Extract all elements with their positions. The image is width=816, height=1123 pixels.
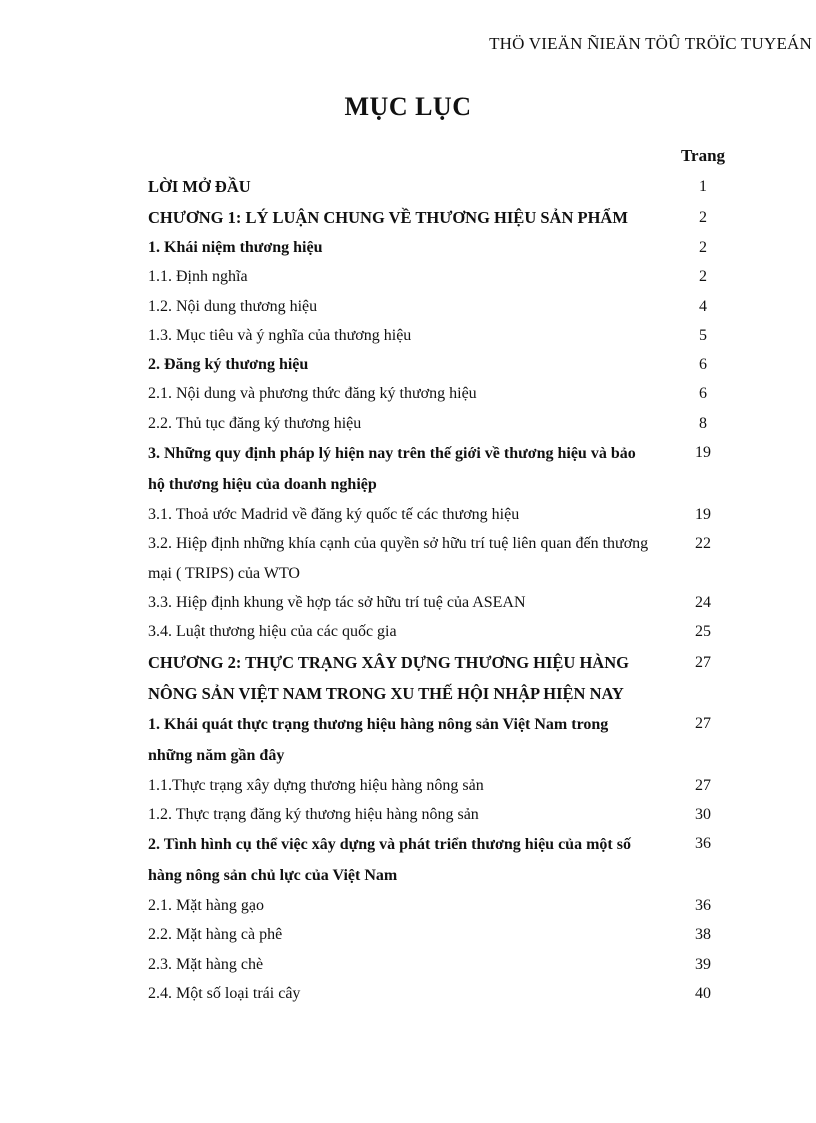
toc-entry-page: 6 bbox=[699, 385, 707, 403]
toc-entry[interactable] bbox=[148, 233, 738, 262]
toc-entry-page: 30 bbox=[695, 805, 711, 823]
toc-entry-title: 1. Khái niệm thương hiệu bbox=[148, 239, 323, 256]
toc-entry-title: 2.2. Mặt hàng cà phê bbox=[148, 926, 283, 944]
toc-entry-page: 22 bbox=[695, 535, 711, 553]
toc-entry-title: 3. Những quy định pháp lý hiện nay trên thế giới về thương hiệu và bảo hộ thương hiệu của doanh nghiệp bbox=[148, 445, 636, 494]
toc-entry-title: 3.4. Luật thương hiệu của các quốc gia bbox=[148, 623, 397, 641]
toc-entry-title: 2. Đăng ký thương hiệu bbox=[148, 356, 309, 374]
toc-entry[interactable] bbox=[148, 920, 738, 949]
toc-entry-page: 2 bbox=[699, 268, 707, 286]
toc-entry[interactable] bbox=[148, 350, 738, 379]
toc-entry-page: 25 bbox=[695, 623, 711, 641]
toc-entry[interactable] bbox=[148, 588, 738, 617]
toc-entry-title: CHƯƠNG 1: LÝ LUẬN CHUNG VỀ THƯƠNG HIỆU SẢN PHẨM bbox=[148, 208, 628, 227]
toc-entry-page: 38 bbox=[695, 926, 711, 944]
toc-entry[interactable] bbox=[148, 379, 738, 408]
toc-entry[interactable] bbox=[148, 262, 738, 291]
toc-entry-page: 4 bbox=[699, 297, 707, 315]
toc-entry-page: 2 bbox=[699, 239, 707, 256]
toc-entry[interactable] bbox=[148, 171, 738, 202]
toc-entry[interactable] bbox=[148, 202, 738, 233]
toc-entry-title: 1.3. Mục tiêu và ý nghĩa của thương hiệu bbox=[148, 326, 412, 344]
toc-entry-page: 6 bbox=[699, 356, 707, 374]
toc-entry-title: 2.4. Một số loại trái cây bbox=[148, 985, 301, 1003]
toc-entry-title: CHƯƠNG 2: THỰC TRẠNG XÂY DỰNG THƯƠNG HIỆU HÀNG NÔNG SẢN VIỆT NAM TRONG XU THẾ HỘI NHẬP HIỆN NAY bbox=[148, 652, 629, 703]
toc-entry[interactable] bbox=[148, 647, 738, 709]
toc-entry[interactable] bbox=[148, 979, 738, 1008]
toc-entry-title: 2. Tình hình cụ thể việc xây dựng và phát triển thương hiệu của một số hàng nông sản chủ lực của Việt Nam bbox=[148, 836, 631, 885]
toc-entry-title: LỜI MỞ ĐẦU bbox=[148, 177, 251, 196]
toc-entry-page: 8 bbox=[699, 414, 707, 432]
toc-entry-title: 1.1. Định nghĩa bbox=[148, 268, 248, 286]
toc-entry[interactable] bbox=[148, 500, 738, 529]
toc-entry-page: 24 bbox=[695, 593, 711, 611]
toc-entry[interactable] bbox=[148, 438, 738, 500]
toc-entry-page: 19 bbox=[695, 444, 711, 462]
toc-entry-title: 1.2. Nội dung thương hiệu bbox=[148, 297, 318, 315]
toc-entry[interactable] bbox=[148, 292, 738, 321]
toc-entry[interactable] bbox=[148, 771, 738, 800]
toc-entry-page: 27 bbox=[695, 714, 711, 732]
toc-entry[interactable] bbox=[148, 529, 738, 588]
toc-entry[interactable] bbox=[148, 321, 738, 350]
toc-entry-page: 27 bbox=[695, 653, 711, 671]
toc-entry[interactable] bbox=[148, 800, 738, 829]
toc-entry-title: 2.1. Nội dung và phương thức đăng ký thương hiệu bbox=[148, 385, 477, 403]
toc-entry-title: 1.2. Thực trạng đăng ký thương hiệu hàng nông sản bbox=[148, 805, 479, 823]
toc-entry-title: 1.1.Thực trạng xây dựng thương hiệu hàng nông sản bbox=[148, 776, 484, 794]
toc-entry[interactable] bbox=[148, 829, 738, 891]
toc-entry-page: 2 bbox=[699, 209, 707, 226]
toc-entry-page: 40 bbox=[695, 985, 711, 1003]
toc-entry[interactable] bbox=[148, 950, 738, 979]
toc-entry-title: 1. Khái quát thực trạng thương hiệu hàng nông sản Việt Nam trong những năm gần đây bbox=[148, 715, 609, 764]
toc-entry-title: 2.3. Mặt hàng chè bbox=[148, 955, 264, 973]
toc-entry[interactable] bbox=[148, 891, 738, 920]
toc-entry[interactable] bbox=[148, 409, 738, 438]
toc-entry-title: 3.3. Hiệp định khung về hợp tác sở hữu trí tuệ của ASEAN bbox=[148, 593, 526, 611]
toc-entry-page: 19 bbox=[695, 506, 711, 524]
toc-entry-title: 3.2. Hiệp định những khía cạnh của quyền sở hữu trí tuệ liên quan đến thương mại ( TRIPS) của WTO bbox=[148, 535, 649, 582]
toc-entry-page: 1 bbox=[699, 178, 707, 195]
page-title: MỤC LỤC bbox=[344, 92, 472, 121]
page-column-label: Trang bbox=[680, 146, 726, 165]
toc-entry-title: 2.1. Mặt hàng gạo bbox=[148, 897, 264, 915]
toc-entry-page: 27 bbox=[695, 776, 711, 794]
toc-entry-page: 39 bbox=[695, 955, 711, 973]
table-of-contents bbox=[148, 171, 738, 1008]
toc-entry-page: 5 bbox=[699, 326, 707, 344]
toc-entry-page: 36 bbox=[695, 897, 711, 915]
toc-entry-page: 36 bbox=[695, 835, 711, 853]
toc-entry-title: 3.1. Thoả ước Madrid về đăng ký quốc tế các thương hiệu bbox=[148, 506, 520, 524]
toc-entry[interactable] bbox=[148, 617, 738, 646]
toc-entry[interactable] bbox=[148, 709, 738, 771]
library-header: THÖ VIEÄN ÑIEÄN TÖÛ TRÖÏC TUYEÁN bbox=[489, 34, 812, 53]
toc-entry-title: 2.2. Thủ tục đăng ký thương hiệu bbox=[148, 414, 362, 432]
